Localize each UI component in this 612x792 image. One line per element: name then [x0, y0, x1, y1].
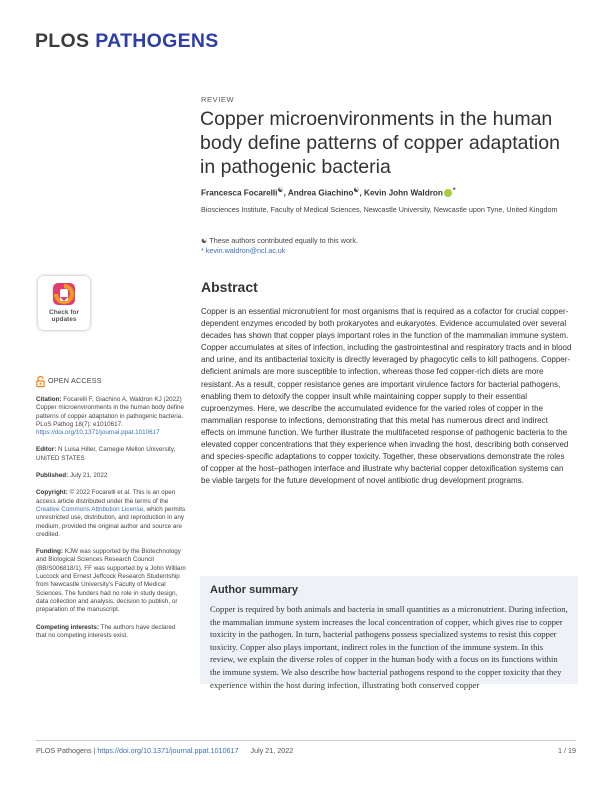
editor-text: N Luisa Hiller, Carnegie Mellon University, UNITED STATES: [36, 446, 176, 462]
author-summary-box: [200, 576, 578, 690]
page-number: 1 / 19: [558, 746, 576, 755]
competing-interests-block: [36, 624, 186, 641]
open-lock-icon: [36, 376, 45, 387]
article-title: Copper microenvironments in the human body define patterns of copper adaptation in pathogenic bacteria: [200, 108, 560, 178]
open-access-label: [36, 376, 186, 387]
author-mark: ☯: [277, 187, 284, 194]
footer-doi-link[interactable]: https://doi.org/10.1371/journal.ppat.1010617: [97, 746, 239, 755]
author-summary-text: Copper is required by both animals and bacteria in small quantities as a micronutrient. During infection, the mammalian immune system increases the local concentration of copper, which gives rise to copper toxicity in the pathogen. In turn, bacterial pathogens possess specialized systems to resist this copper toxicity. Copper also plays important, indirect roles in the function of the immune system. In this review, we explain the diverse roles of copper in the human body with a focus on its functions within the immune system. We also describe how bacterial pathogens respond to the copper toxicity that they experience within the host during infection, illustrating both conserved copper: [210, 604, 568, 690]
author-name[interactable]: Andrea Giachino: [287, 188, 354, 198]
orcid-icon[interactable]: [444, 189, 452, 197]
author-notes: [201, 236, 358, 256]
check-for-updates-badge[interactable]: [38, 276, 90, 330]
copyright-label: Copyright:: [36, 489, 68, 497]
citation-block: [36, 396, 186, 437]
author-mark: ☯: [353, 187, 360, 194]
journal-logo: [35, 30, 219, 53]
affiliation: Biosciences Institute, Faculty of Medical Sciences, Newcastle University, Newcastle upon Tyne, United Kingdom: [201, 205, 558, 214]
author-list: Francesca Focarelli☯, Andrea Giachino☯, Kevin John Waldron *: [201, 187, 456, 198]
logo-journal: PATHOGENS: [95, 30, 219, 52]
article-sidebar: [36, 376, 186, 649]
footer-date: July 21, 2022: [250, 746, 294, 755]
badge-line-1: Check for: [49, 309, 79, 316]
abstract-heading: Abstract: [201, 279, 258, 295]
editor-block: [36, 446, 186, 463]
corresponding-email[interactable]: * kevin.waldron@ncl.ac.uk: [201, 246, 286, 255]
competing-label: Competing interests:: [36, 623, 99, 631]
badge-text: [49, 309, 79, 323]
published-text: July 21, 2022: [69, 472, 108, 480]
funding-text: KJW was supported by the Biotechnology and Biological Sciences Research Council (BB/S006818/1). FF was supported by a John William Luccock and Ernest Jeffcock Research Studentship from Newcastle University's Faculty of Medical Sciences. The funders had no role in study design, data collection and analysis, decision to publish, or preparation of the manuscript.: [36, 548, 186, 614]
article-type: REVIEW: [201, 95, 235, 104]
author-mark: *: [452, 187, 456, 194]
author-name[interactable]: Kevin John Waldron: [364, 188, 443, 198]
copyright-block: [36, 489, 186, 539]
copyright-text: © 2022 Focarelli et al. This is an open access article distributed under the terms of the: [36, 489, 176, 505]
funding-label: Funding:: [36, 548, 63, 556]
editor-label: Editor:: [36, 446, 57, 454]
footer-divider: [36, 740, 576, 741]
page-footer: [36, 746, 576, 755]
copyright-text-end: , which permits unrestricted use, distribution, and reproduction in any medium, provided the original author and source are credited.: [36, 505, 186, 538]
equal-contribution-note: ☯ These authors contributed equally to this work.: [201, 236, 358, 245]
author-summary-heading: Author summary: [210, 584, 299, 596]
footer-journal: PLOS Pathogens: [36, 746, 92, 755]
published-block: [36, 472, 186, 480]
license-link[interactable]: Creative Commons Attribution License: [36, 505, 144, 513]
citation-doi-link[interactable]: https://doi.org/10.1371/journal.ppat.1010617: [36, 429, 160, 437]
footer-separator: |: [91, 746, 98, 755]
badge-line-2: updates: [51, 316, 77, 323]
logo-plos: PLOS: [35, 30, 90, 52]
open-access-text: OPEN ACCESS: [48, 376, 102, 386]
funding-block: [36, 548, 186, 614]
abstract-text: Copper is an essential micronutrient for most organisms that is required as a cofactor for crucial copper-dependent enzymes encoded by both prokaryotes and eukaryotes. Evidence accumulated over several decades has shown that copper plays important roles in the function of the mammalian immune system. Copper accumulates at sites of infection, including the gastrointestinal and respiratory tracts and in blood and urine, and its antibacterial toxicity is directly leveraged by phagocytic cells to kill pathogens. Copper-deficient animals are more susceptible to infection, whereas those fed copper-rich diets are more resistant. As a result, copper resistance genes are important virulence factors for bacterial pathogens, enabling them to detoxify the copper insult while maintaining copper supply to their essential cuproenzymes. Here, we describe the accumulated evidence for the varied roles of copper in the mammalian response to infections, demonstrating that this metal has numerous direct and indirect effects on immune function. We further illustrate the multifaceted response of pathogenic bacteria to the elevated copper concentrations that they experience when invading the host, describing both conserved and species-specific adaptations to copper toxicity. Together, these observations demonstrate the roles of copper at the host–pathogen interface and illustrate why bacterial copper detoxification systems can be viable targets for the future development of novel antibiotic drug development programs.: [201, 307, 572, 486]
competing-text: The authors have declared that no competing interests exist.: [36, 623, 176, 639]
citation-text: Focarelli F, Giachino A, Waldron KJ (2022) Copper microenvironments in the human body define patterns of copper adaptation in pathogenic bacteria. PLoS Pathog 18(7): e1010617.: [36, 396, 185, 428]
citation-label: Citation:: [36, 396, 62, 403]
published-label: Published:: [36, 472, 69, 480]
author-name[interactable]: Francesca Focarelli: [201, 188, 278, 198]
check-for-updates-icon: [50, 280, 78, 308]
